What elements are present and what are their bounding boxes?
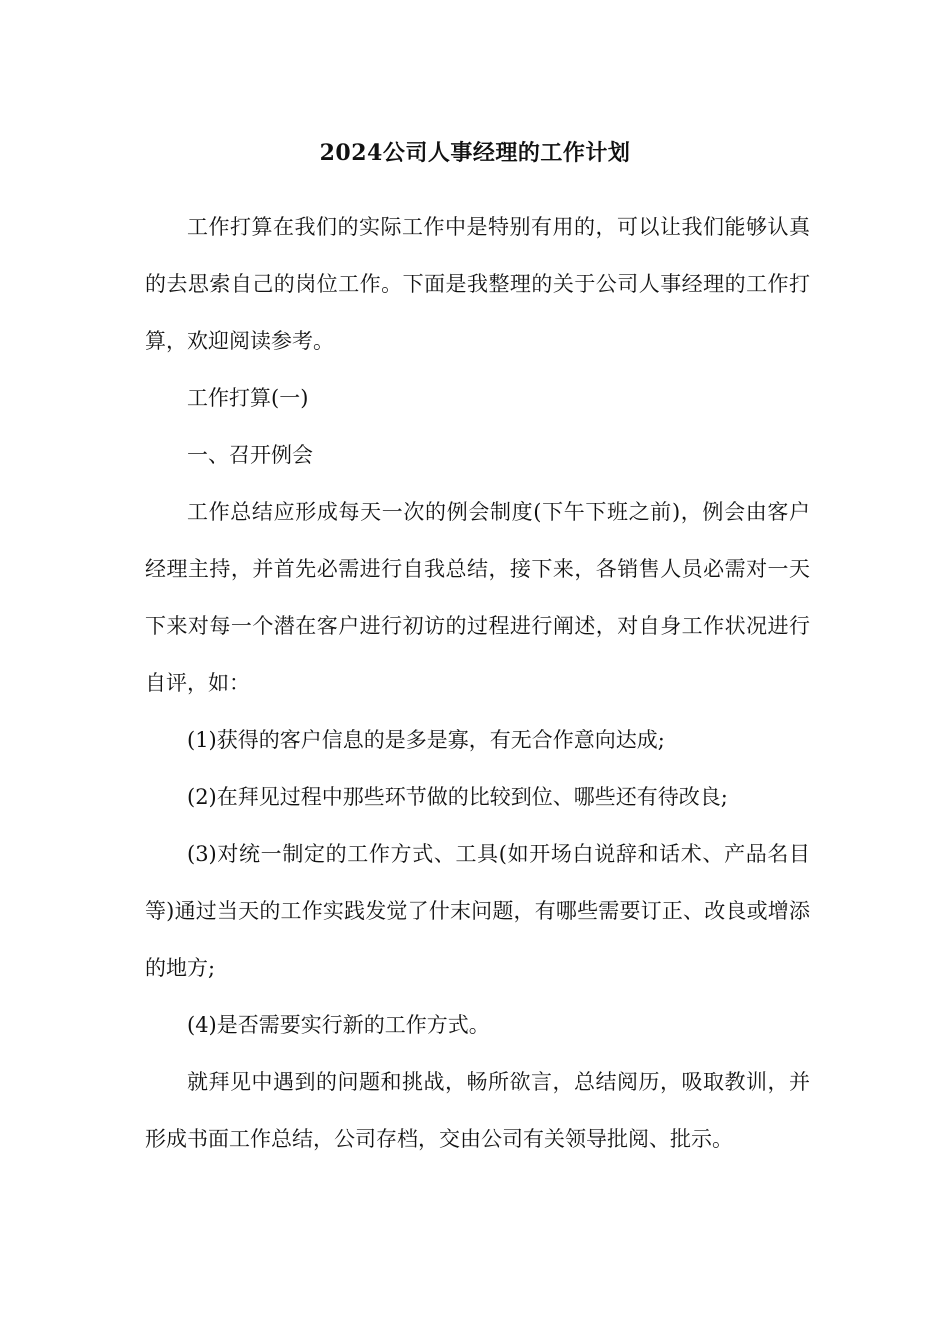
list-item-4: (4)是否需要实行新的工作方式。 (187, 1013, 490, 1037)
closing-paragraph: 就拜见中遇到的问题和挑战，畅所欲言，总结阅历，吸取教训，并形成书面工作总结，公司存档，交由公司有关领导批阅、批示。 (145, 1070, 810, 1151)
list-item-3: (3)对统一制定的工作方式、工具(如开场白说辞和话术、产品名目等)通过当天的工作实践发觉了什末问题，有哪些需要订正、改良或增添的地方; (145, 842, 810, 980)
meeting-paragraph: 工作总结应形成每天一次的例会制度(下午下班之前)，例会由客户经理主持，并首先必需进行自我总结，接下来，各销售人员必需对一天下来对每一个潜在客户进行初访的过程进行阐述，对自身工作状况进行自评，如： (145, 500, 810, 695)
subsection-heading-meeting: 一、召开例会 (187, 443, 313, 467)
section-heading-plan-one: 工作打算(一) (187, 386, 309, 410)
list-item-2: (2)在拜见过程中那些环节做的比较到位、哪些还有待改良; (187, 785, 728, 809)
document-body (145, 199, 810, 1168)
list-item-1: (1)获得的客户信息的是多是寡，有无合作意向达成; (187, 728, 665, 752)
intro-paragraph: 工作打算在我们的实际工作中是特别有用的，可以让我们能够认真的去思索自己的岗位工作。下面是我整理的关于公司人事经理的工作打算，欢迎阅读参考。 (145, 215, 810, 353)
document-title: 2024公司人事经理的工作计划 (319, 140, 631, 166)
